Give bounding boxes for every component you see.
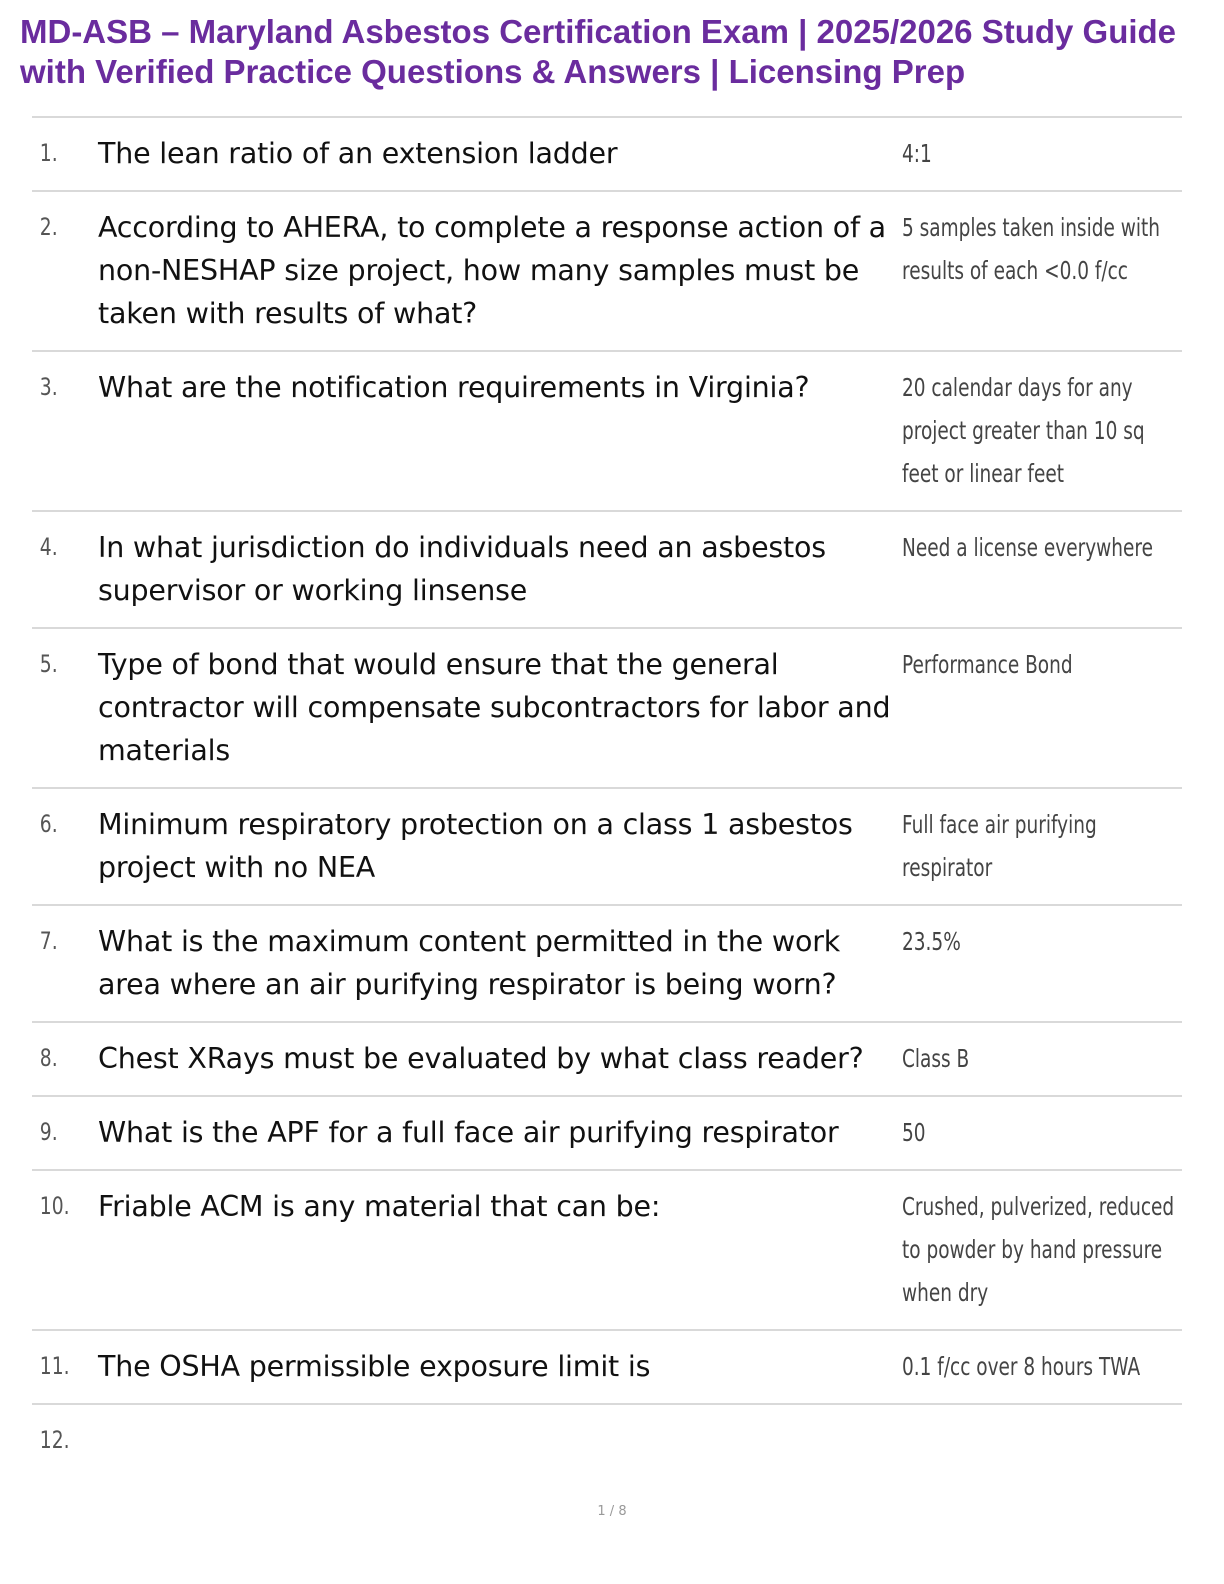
answer-text: Crushed, pulverized, reduced to powder by hand pressure when dry	[902, 1192, 1175, 1307]
question-text: What is the maximum content permitted in the work area where an air purifying respirator is being worn?	[98, 925, 841, 1001]
qa-row	[32, 1171, 1182, 1331]
question-text: In what jurisdiction do individuals need an asbestos supervisor or working linsense	[98, 531, 826, 607]
question-number: 5.	[39, 650, 58, 678]
answer-text: Need a license everywhere	[902, 533, 1153, 562]
question-text: Chest XRays must be evaluated by what class reader?	[98, 1042, 864, 1075]
answer-text: Class B	[902, 1044, 970, 1073]
question-number: 10.	[39, 1192, 70, 1220]
question-text: What are the notification requirements in Virginia?	[98, 371, 810, 404]
answer-text: 5 samples taken inside with results of each <0.0 f/cc	[902, 213, 1160, 285]
question-text: Minimum respiratory protection on a class 1 asbestos project with no NEA	[98, 808, 853, 884]
qa-row	[32, 352, 1182, 512]
answer-text: 50	[902, 1118, 926, 1147]
question-number: 1.	[39, 139, 58, 167]
question-text: The lean ratio of an extension ladder	[98, 137, 618, 170]
answer-text: Full face air purifying respirator	[902, 810, 1097, 882]
question-number: 8.	[39, 1044, 58, 1072]
qa-row	[32, 118, 1182, 192]
answer-text: 23.5%	[902, 927, 961, 956]
qa-row	[32, 789, 1182, 906]
question-number: 6.	[39, 810, 58, 838]
question-number: 12.	[39, 1426, 70, 1454]
answer-text: Performance Bond	[902, 650, 1073, 679]
question-text: According to AHERA, to complete a response action of a non-NESHAP size project, how many samples must be taken with results of what?	[98, 211, 886, 330]
question-number: 4.	[39, 533, 58, 561]
question-number: 3.	[39, 373, 58, 401]
qa-row	[32, 512, 1182, 629]
qa-row	[32, 192, 1182, 352]
question-text: What is the APF for a full face air purifying respirator	[98, 1116, 839, 1149]
qa-row	[32, 1331, 1182, 1405]
question-number: 11.	[39, 1352, 70, 1380]
answer-text: 20 calendar days for any project greater than 10 sq feet or linear feet	[902, 373, 1145, 488]
question-number: 9.	[39, 1118, 58, 1146]
document-title: MD-ASB – Maryland Asbestos Certification Exam | 2025/2026 Study Guide with Verified Practice Questions & Answers | Licensing Prep	[20, 13, 1177, 90]
question-number: 7.	[39, 927, 58, 955]
qa-row	[32, 629, 1182, 789]
qa-row	[32, 906, 1182, 1023]
question-text: The OSHA permissible exposure limit is	[98, 1350, 651, 1383]
qa-row	[32, 1097, 1182, 1171]
page-number: 1 / 8	[597, 1504, 627, 1519]
answer-text: 4:1	[902, 139, 932, 168]
qa-list	[32, 116, 1182, 1477]
question-text: Friable ACM is any material that can be:	[98, 1190, 661, 1223]
answer-text: 0.1 f/cc over 8 hours TWA	[902, 1352, 1141, 1381]
qa-row	[32, 1023, 1182, 1097]
question-number: 2.	[39, 213, 58, 241]
qa-row-partial	[32, 1405, 1182, 1477]
question-text: Type of bond that would ensure that the general contractor will compensate subcontractors for labor and materials	[98, 648, 891, 767]
